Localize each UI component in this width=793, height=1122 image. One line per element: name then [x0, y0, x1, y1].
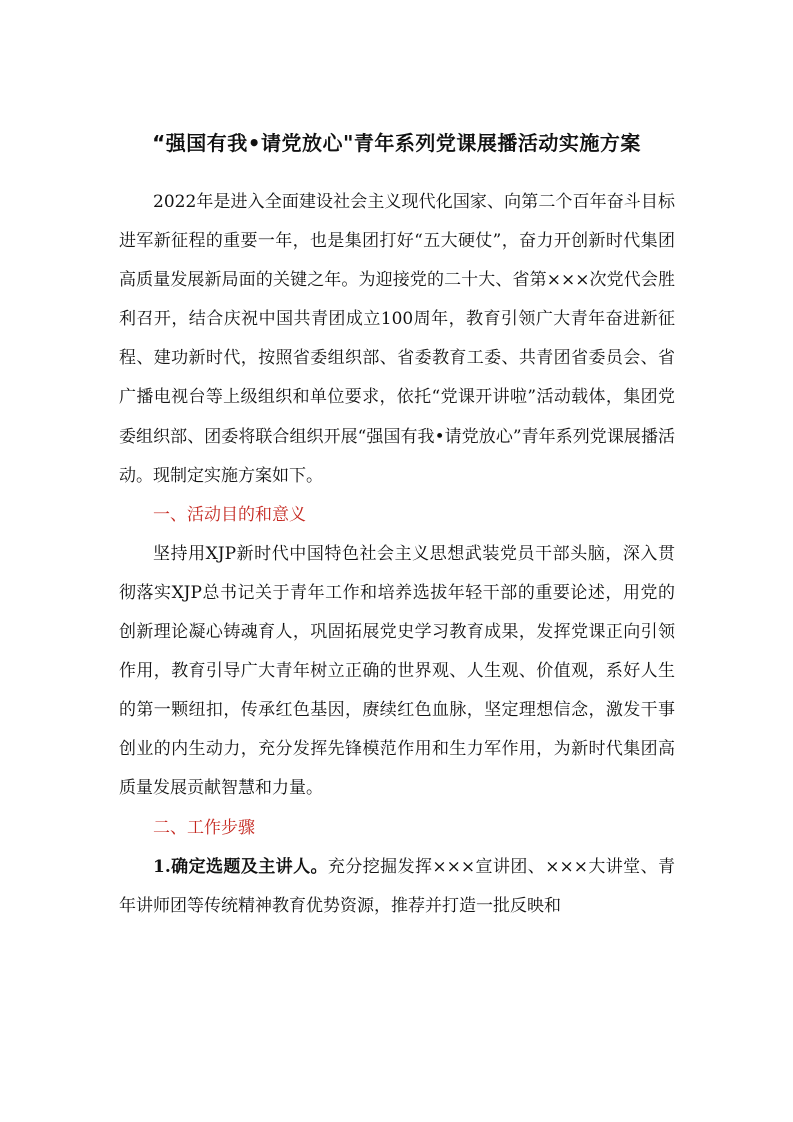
section-heading-purpose: 一、活动目的和意义: [153, 504, 306, 525]
step-1-paragraph: [119, 848, 675, 926]
step-1-text: 充分挖掘发挥×××宣讲团、×××大讲堂、青年讲师团等传统精神教育优势资源，推荐并打造一批反映和: [119, 856, 676, 916]
step-1-label: 1.确定选题及主讲人。: [153, 856, 328, 877]
purpose-paragraph: 坚持用XJP新时代中国特色社会主义思想武装党员干部头脑，深入贯彻落实XJP总书记关于青年工作和培养选拔年轻干部的重要论述，用党的创新理论凝心铸魂育人，巩固拓展党史学习教育成果，发挥党课正向引领作用，教育引导广大青年树立正确的世界观、人生观、价值观，系好人生的第一颗纽扣，传承红色基因，赓续红色血脉，坚定理想信念，激发干事创业的内生动力，充分发挥先锋模范作用和生力军作用，为新时代集团高质量发展贡献智慧和力量。: [119, 543, 675, 799]
intro-paragraph: 2022年是进入全面建设社会主义现代化国家、向第二个百年奋斗目标进军新征程的重要一年，也是集团打好“五大硬仗”，奋力开创新时代集团高质量发展新局面的关键之年。为迎接党的二十大、省第×××次党代会胜利召开，结合庆祝中国共青团成立100周年，教育引领广大青年奋进新征程、建功新时代，按照省委组织部、省委教育工委、共青团省委员会、省广播电视台等上级组织和单位要求，依托“党课开讲啦”活动载体，集团党委组织部、团委将联合组织开展“强国有我•请党放心”青年系列党课展播活动。现制定实施方案如下。: [119, 192, 675, 486]
section-heading-steps: 二、工作步骤: [153, 817, 255, 838]
document-title: “强国有我•请党放心"青年系列党课展播活动实施方案: [152, 131, 641, 155]
document-body: [119, 183, 675, 926]
